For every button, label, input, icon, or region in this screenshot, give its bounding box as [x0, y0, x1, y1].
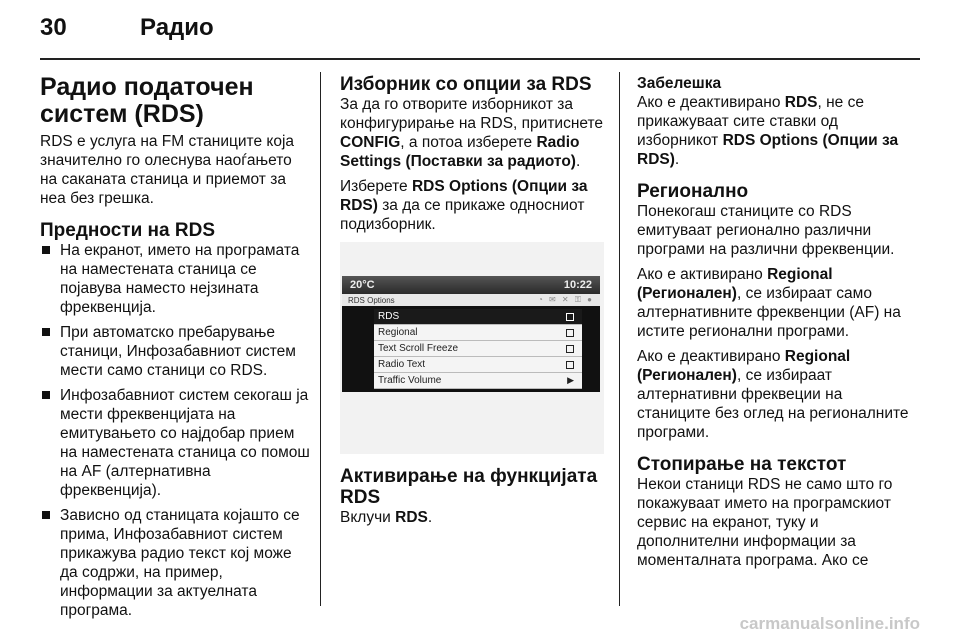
bullet-icon [42, 511, 50, 519]
rds-options-p2: Изберете RDS Options (Опции за RDS) за да се прикаже односниот подизборник. [340, 178, 588, 233]
column-divider [320, 72, 321, 606]
bullet-icon [42, 328, 50, 336]
bullet-icon [42, 246, 50, 254]
column-3 [637, 74, 912, 576]
note-text: Ако е деактивирано RDS, не се прикажуваат сите ставки од изборникот RDS Options (Опции за RDS). [637, 94, 899, 168]
clock: 10:22 [563, 279, 592, 291]
regional-p1: Понекогаш станиците со RDS емитуваат регионално различни програми на различни фреквенции. [637, 203, 895, 258]
list-item: На екранот, името на програмата на наместената станица се појавува наместо нејзината фреквенција. [40, 241, 310, 317]
rds-options-heading: Изборник со опции за RDS [340, 74, 592, 95]
rds-intro: RDS е услуга на FM станиците која значително го олеснува наоѓањето на саканата станица и приемот за неа без грешка. [40, 133, 295, 207]
header-rule [40, 58, 920, 60]
stop-text-heading: Стопирање на текстот [637, 454, 847, 475]
checkbox-checked-icon [566, 313, 574, 321]
menu-item-traffic-volume[interactable]: Traffic Volume ▶ [374, 373, 582, 389]
display-screenshot [340, 242, 604, 454]
checkbox-icon [566, 345, 574, 353]
activate-heading: Активирање на функцијата RDS [340, 466, 598, 508]
list-item: При автоматско пребарување станици, Инфозабавниот систем мести само станици со RDS. [40, 323, 310, 380]
checkbox-checked-icon [566, 361, 574, 369]
section-title: Радио [140, 14, 214, 41]
column-divider [619, 72, 620, 606]
stop-text-p: Некои станици RDS не само што го покажуваат името на програмскиот сервис на екранот, туку и дополнителни информации за моменталната програма. Ако се [637, 476, 893, 569]
rds-title: Радио податочен систем (RDS) [40, 73, 254, 128]
chevron-right-icon: ▶ [567, 375, 574, 385]
regional-p3: Ако е деактивирано Regional (Регионален), се избираат алтернативни фреквеции на станиците без оглед на регионалните програми. [637, 348, 909, 441]
advantages-list [40, 241, 310, 620]
temperature: 20°C [350, 279, 375, 291]
list-item: Зависно од станицата којашто се прима, Инфозабавниот систем прикажува радио текст кој може да содржи, на пример, информации за актуелната програма. [40, 506, 310, 620]
watermark: carmanualsonline.info [739, 614, 920, 633]
column-2 [340, 74, 605, 533]
activate-text: Вклучи RDS. [340, 509, 433, 526]
screen-subtitle-bar [342, 294, 600, 306]
menu-item-text-scroll-freeze[interactable]: Text Scroll Freeze [374, 341, 582, 357]
menu-item-radio-text[interactable]: Radio Text [374, 357, 582, 373]
infotainment-screen [342, 276, 600, 392]
status-icons: ◔ ✉ ✕ ⚿ ● [537, 295, 594, 304]
bullet-icon [42, 391, 50, 399]
checkbox-icon [566, 329, 574, 337]
rds-options-menu [374, 309, 582, 389]
screen-status-bar [342, 276, 600, 294]
column-1 [40, 74, 310, 626]
screen-subtitle: RDS Options [348, 295, 395, 305]
page-header [40, 14, 214, 44]
regional-heading: Регионално [637, 181, 749, 202]
menu-item-regional[interactable]: Regional [374, 325, 582, 341]
rds-options-p1: За да го отворите изборникот за конфигурирање на RDS, притиснете CONFIG, а потоа изберете Radio Settings (Поставки за радиото). [340, 96, 604, 170]
advantages-heading: Предности на RDS [40, 220, 215, 241]
note-label: Забелешка [637, 75, 722, 92]
list-item: Инфозабавниот систем секогаш ја мести фреквенцијата на емитувањето со најдобар прием на наместената станица со помош на AF (алтернативна фреквенција). [40, 386, 310, 500]
page-number: 30 [40, 14, 67, 41]
regional-p2: Ако е активирано Regional (Регионален), се избираат само алтернативните фреквенции (AF) на истите регионални програми. [637, 266, 901, 340]
menu-item-rds[interactable]: RDS [374, 309, 582, 325]
